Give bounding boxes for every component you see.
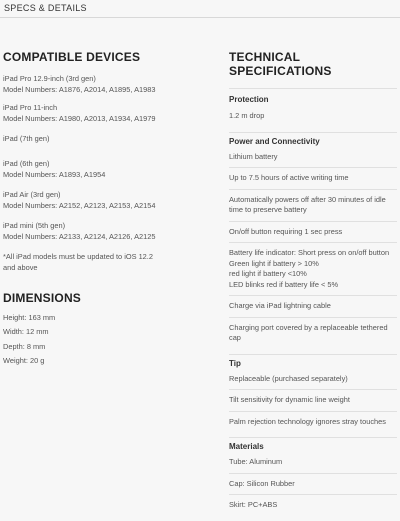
spec-item: Tilt sensitivity for dynamic line weight bbox=[229, 395, 397, 412]
dimension-depth: Depth: 8 mm bbox=[3, 341, 46, 351]
battery-green-text: Green light if battery > 10% bbox=[229, 258, 319, 268]
spec-group-title: Materials bbox=[229, 442, 264, 451]
battery-blink-text: LED blinks red if battery life < 5% bbox=[229, 279, 339, 289]
spec-item: Palm rejection technology ignores stray touches bbox=[229, 416, 386, 426]
spec-item: Tube: Aluminum bbox=[229, 457, 397, 474]
spec-item: Charge via iPad lightning cable bbox=[229, 301, 397, 318]
spec-group-protection bbox=[229, 88, 397, 127]
dimension-height: Height: 163 mm bbox=[3, 313, 56, 322]
spec-item: Automatically powers off after 30 minutes of idle time to preserve battery bbox=[229, 195, 397, 222]
device-models: Model Numbers: A2133, A2124, A2126, A2125 bbox=[3, 232, 156, 241]
spec-group-tip bbox=[229, 354, 397, 433]
spec-item: Replaceable (purchased separately) bbox=[229, 374, 397, 391]
device-entry bbox=[3, 158, 193, 180]
dimension-weight: Weight: 20 g bbox=[3, 355, 45, 365]
spec-group-power bbox=[229, 132, 397, 349]
device-models: Model Numbers: A1980, A2013, A1934, A1979 bbox=[3, 114, 156, 123]
device-entry bbox=[3, 73, 193, 95]
device-entry bbox=[3, 133, 193, 144]
technical-specifications-heading: TECHNICAL SPECIFICATIONS bbox=[229, 50, 332, 78]
right-column bbox=[229, 50, 397, 521]
spec-item: Skirt: PC+ABS bbox=[229, 500, 278, 509]
compatible-devices-heading: COMPATIBLE DEVICES bbox=[3, 50, 141, 64]
page-header bbox=[0, 0, 400, 18]
page-title: SPECS & DETAILS bbox=[4, 3, 87, 13]
device-name: iPad (6th gen) bbox=[3, 159, 50, 168]
spec-item: Charging port covered by a replaceable tethered cap bbox=[229, 322, 388, 342]
spec-item: Lithium battery bbox=[229, 152, 397, 169]
battery-indicator-text: Battery life indicator: Short press on on/off button bbox=[229, 248, 390, 257]
spec-item: Up to 7.5 hours of active writing time bbox=[229, 173, 397, 190]
spec-item: Cap: Silicon Rubber bbox=[229, 479, 397, 496]
spec-item: On/off button requiring 1 sec press bbox=[229, 227, 397, 244]
device-entry bbox=[3, 189, 193, 211]
device-name: iPad Pro 11-inch bbox=[3, 103, 58, 112]
device-entry bbox=[3, 220, 193, 242]
battery-red-text: red light if battery <10% bbox=[229, 269, 307, 278]
device-models: Model Numbers: A2152, A2123, A2153, A2154 bbox=[3, 201, 156, 210]
device-name: iPad (7th gen) bbox=[3, 134, 50, 143]
left-column bbox=[3, 50, 193, 368]
compatibility-note: *All iPad models must be updated to iOS 12.2 and above bbox=[3, 252, 153, 272]
spec-item-battery-indicator bbox=[229, 248, 397, 296]
device-models: Model Numbers: A1893, A1954 bbox=[3, 170, 106, 179]
spec-item: 1.2 m drop bbox=[229, 111, 265, 120]
dimension-width: Width: 12 mm bbox=[3, 327, 49, 337]
spec-group-title: Tip bbox=[229, 358, 241, 368]
device-entry bbox=[3, 102, 193, 124]
device-name: iPad mini (5th gen) bbox=[3, 221, 66, 230]
dimensions-heading: DIMENSIONS bbox=[3, 291, 82, 305]
device-models: Model Numbers: A1876, A2014, A1895, A1983 bbox=[3, 85, 156, 94]
spec-group-materials bbox=[229, 437, 397, 516]
spec-group-title: Power and Connectivity bbox=[229, 136, 320, 146]
device-name: iPad Air (3rd gen) bbox=[3, 190, 61, 199]
spec-group-title: Protection bbox=[229, 95, 269, 104]
device-name: iPad Pro 12.9-inch (3rd gen) bbox=[3, 74, 96, 83]
